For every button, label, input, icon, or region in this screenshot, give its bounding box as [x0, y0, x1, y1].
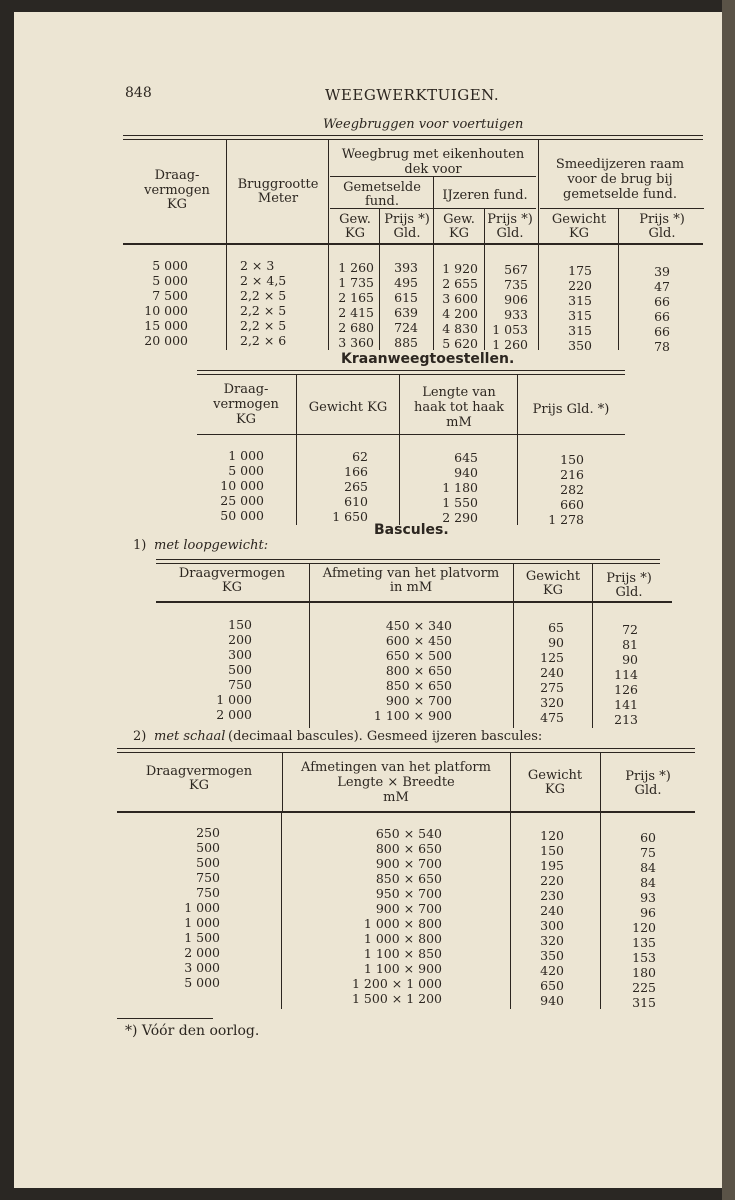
header-cell: Lengte × Breedte: [337, 775, 455, 790]
header-cell: Prijs *): [384, 212, 430, 227]
column-rule: [517, 375, 518, 525]
header-cell: KG: [188, 778, 210, 793]
header-cell: mM: [383, 790, 409, 805]
table-cell: 5 000: [184, 975, 220, 990]
header-cell: KG: [344, 226, 366, 241]
col-gew-ijz: [434, 261, 478, 351]
table-cell: 933: [504, 307, 528, 322]
bascules-title: Bascules.: [374, 522, 449, 538]
table-cell: 750: [196, 885, 220, 900]
table-cell: 220: [540, 873, 564, 888]
table-rule: [117, 752, 695, 753]
header-rule: [540, 208, 704, 209]
table-rule: [117, 748, 695, 749]
column-rule: [510, 753, 511, 1009]
table-cell: 500: [196, 840, 220, 855]
table-cell: 25 000: [220, 493, 264, 508]
table-rule: [156, 559, 660, 560]
header-cell: KG: [166, 197, 188, 212]
column-rule: [379, 208, 380, 350]
header-cell: voor de brug bij: [567, 172, 673, 187]
column-rule: [282, 753, 283, 811]
table-cell: 5 620: [442, 336, 478, 351]
header-cell: Bruggrootte: [237, 177, 319, 192]
table-cell: 1 000: [184, 915, 220, 930]
table-cell: 5 000: [228, 463, 264, 478]
table-cell: 2 000: [216, 707, 252, 722]
table-cell: 900 × 700: [375, 901, 442, 916]
table-cell: 3 000: [184, 960, 220, 975]
col-afmeting: [330, 826, 442, 1006]
header-cell: Gld.: [634, 783, 662, 798]
table-cell: 81: [622, 637, 638, 652]
column-rule: [399, 375, 400, 525]
table-cell: 126: [614, 682, 638, 697]
col-gew-gem: [330, 260, 374, 350]
table-cell: 1 100 × 900: [363, 961, 442, 976]
col-gewicht: [530, 620, 564, 725]
table-cell: 315: [568, 323, 592, 338]
header-cell: Prijs Gld. *): [532, 402, 610, 417]
col-bruggrootte: [240, 258, 328, 348]
table-cell: 650 × 500: [385, 648, 452, 663]
table-cell: 2,2 × 6: [240, 333, 287, 348]
table-cell: 66: [654, 309, 670, 324]
table-cell: 1 000: [184, 900, 220, 915]
table-cell: 500: [196, 855, 220, 870]
note-text: (decimaal bascules). Gesmeed ijzeren bascules:: [228, 729, 543, 744]
table-cell: 724: [394, 320, 418, 335]
table-cell: 600 × 450: [385, 633, 452, 648]
kraan-title: Kraanweegtoestellen.: [341, 351, 515, 367]
col-gew-smeed: [548, 263, 592, 353]
table-cell: 1 500 × 1 200: [352, 991, 442, 1006]
header-cell: KG: [221, 580, 243, 595]
table-cell: 1 200 × 1 000: [352, 976, 442, 991]
column-rule: [600, 753, 601, 1009]
table-cell: 93: [640, 890, 656, 905]
header-cell: Afmetingen van het platform: [301, 760, 491, 775]
table-cell: 135: [632, 935, 656, 950]
adjacent-page-edge: [722, 0, 735, 1200]
col-draagvermogen: [128, 258, 188, 348]
header-cell: Weegbrug met eikenhouten: [341, 147, 525, 162]
table-cell: 2 165: [338, 290, 374, 305]
table-cell: 1 053: [492, 322, 528, 337]
table-cell: 567: [504, 262, 528, 277]
table-cell: 1 100 × 900: [373, 708, 452, 723]
note-number: 1): [133, 538, 147, 553]
table-cell: 750: [196, 870, 220, 885]
header-cell: dek voor: [404, 162, 462, 177]
header-cell: IJzeren fund.: [442, 188, 528, 203]
table-cell: 90: [622, 652, 638, 667]
table-cell: 300: [540, 918, 564, 933]
page-number: 848: [125, 85, 152, 101]
table-cell: 615: [394, 290, 418, 305]
table-cell: 114: [614, 667, 638, 682]
header-cell: Gew.: [339, 212, 371, 227]
col-gewicht: [528, 828, 564, 1008]
table-cell: 220: [568, 278, 592, 293]
header-cell: Prijs *): [639, 212, 685, 227]
header-cell: Meter: [257, 191, 299, 206]
header-cell: vermogen: [144, 183, 210, 198]
footnote: *) Vóór den oorlog.: [125, 1023, 260, 1039]
table-cell: 150: [228, 617, 252, 632]
header-cell: Lengte van: [422, 385, 496, 400]
table-cell: 250: [196, 825, 220, 840]
table-cell: 275: [540, 680, 564, 695]
table-cell: 120: [632, 920, 656, 935]
header-cell: haak tot haak: [413, 400, 505, 415]
header-cell: fund.: [364, 194, 399, 209]
table-cell: 2 × 4,5: [240, 273, 287, 288]
table-cell: 84: [640, 860, 656, 875]
header-cell: Draagvermogen: [178, 566, 286, 581]
col-draagvermogen: [200, 617, 252, 722]
table-cell: 1 920: [442, 261, 478, 276]
header-cell: Afmeting van het platvorm: [322, 566, 500, 581]
table-cell: 3 360: [338, 335, 374, 350]
table-cell: 1 735: [338, 275, 374, 290]
table-cell: 660: [560, 497, 584, 512]
table-cell: 225: [632, 980, 656, 995]
table-cell: 120: [540, 828, 564, 843]
table-cell: 1 000: [216, 692, 252, 707]
note-number: 2): [133, 729, 147, 744]
table-cell: 78: [654, 339, 670, 354]
header-cell: KG: [544, 782, 566, 797]
table-cell: 2 000: [184, 945, 220, 960]
table-cell: 2 415: [338, 305, 374, 320]
header-cell: KG: [235, 412, 257, 427]
table-cell: 639: [394, 305, 418, 320]
col-draagvermogen: [210, 448, 264, 523]
table-cell: 900 × 700: [385, 693, 452, 708]
table-cell: 315: [632, 995, 656, 1010]
table-cell: 84: [640, 875, 656, 890]
table-cell: 315: [568, 293, 592, 308]
table-cell: 50 000: [220, 508, 264, 523]
header-bottom-rule: [156, 601, 672, 603]
column-rule: [513, 564, 514, 728]
header-cell: Draagvermogen: [145, 764, 253, 779]
weegbruggen-title: Weegbruggen voor voertuigen: [323, 117, 524, 132]
table-cell: 200: [228, 632, 252, 647]
table-cell: 350: [568, 338, 592, 353]
table-cell: 65: [548, 620, 564, 635]
table-cell: 265: [344, 479, 368, 494]
table-cell: 5 000: [152, 273, 188, 288]
table-cell: 1 180: [442, 480, 478, 495]
table-cell: 315: [568, 308, 592, 323]
table-cell: 1 278: [548, 512, 584, 527]
table-cell: 2 680: [338, 320, 374, 335]
table-cell: 940: [454, 465, 478, 480]
table-cell: 230: [540, 888, 564, 903]
table-cell: 320: [540, 933, 564, 948]
table-cell: 650 × 540: [375, 826, 442, 841]
table-cell: 125: [540, 650, 564, 665]
col-lengte: [430, 450, 478, 525]
table-rule: [197, 374, 625, 375]
table-cell: 800 × 650: [375, 841, 442, 856]
header-cell: KG: [542, 583, 564, 598]
table-rule: [156, 563, 660, 564]
header-cell: Gld.: [393, 226, 421, 241]
column-rule: [538, 140, 539, 350]
table-cell: 1 000 × 800: [363, 931, 442, 946]
table-cell: 1 650: [332, 509, 368, 524]
column-rule: [281, 813, 282, 1009]
table-cell: 2,2 × 5: [240, 288, 287, 303]
column-rule: [328, 140, 329, 350]
header-cell: Prijs *): [487, 212, 533, 227]
col-prijs: [604, 622, 638, 727]
header-cell: Gewicht KG: [308, 400, 388, 415]
table-cell: 10 000: [144, 303, 188, 318]
column-rule: [226, 140, 227, 350]
note-text-italic: met schaal: [154, 729, 226, 744]
table-cell: 4 200: [442, 306, 478, 321]
table-cell: 1 000 × 800: [363, 916, 442, 931]
table-cell: 3 600: [442, 291, 478, 306]
col-prijs-gem: [382, 260, 418, 350]
table-cell: 750: [228, 677, 252, 692]
header-cell: Smeedijzeren raam: [555, 157, 685, 172]
table-cell: 1 260: [492, 337, 528, 352]
table-cell: 2 290: [442, 510, 478, 525]
table-cell: 166: [344, 464, 368, 479]
header-cell: Gewicht: [527, 768, 583, 783]
header-cell: gemetselde fund.: [563, 187, 677, 202]
table-cell: 650: [540, 978, 564, 993]
table-rule: [197, 370, 625, 371]
table-rule: [123, 139, 703, 140]
table-cell: 645: [454, 450, 478, 465]
header-cell: mM: [446, 415, 472, 430]
header-bottom-rule: [123, 243, 703, 245]
table-cell: 475: [540, 710, 564, 725]
table-cell: 96: [640, 905, 656, 920]
header-cell: KG: [448, 226, 470, 241]
table-cell: 885: [394, 335, 418, 350]
table-cell: 90: [548, 635, 564, 650]
column-rule: [592, 564, 593, 728]
col-prijs: [622, 830, 656, 1010]
table-cell: 213: [614, 712, 638, 727]
table-cell: 906: [504, 292, 528, 307]
table-cell: 20 000: [144, 333, 188, 348]
column-rule: [296, 375, 297, 525]
table-cell: 2 655: [442, 276, 478, 291]
table-cell: 150: [560, 452, 584, 467]
column-rule: [309, 564, 310, 728]
page-title: WEEGWERKTUIGEN.: [325, 86, 500, 104]
table-cell: 1 550: [442, 495, 478, 510]
table-cell: 66: [654, 294, 670, 309]
table-cell: 7 500: [152, 288, 188, 303]
header-cell: Gld.: [615, 585, 643, 600]
table-cell: 153: [632, 950, 656, 965]
table-cell: 240: [540, 903, 564, 918]
table-cell: 850 × 650: [375, 871, 442, 886]
table-cell: 15 000: [144, 318, 188, 333]
table-cell: 900 × 700: [375, 856, 442, 871]
table-cell: 195: [540, 858, 564, 873]
table-cell: 450 × 340: [385, 618, 452, 633]
header-cell: Gew.: [443, 212, 475, 227]
table-cell: 150: [540, 843, 564, 858]
table-cell: 2 × 3: [240, 258, 275, 273]
table-rule: [123, 135, 703, 136]
header-cell: Prijs *): [625, 769, 671, 784]
column-rule: [484, 208, 485, 350]
col-prijs-ijz: [486, 262, 528, 352]
table-cell: 66: [654, 324, 670, 339]
table-cell: 800 × 650: [385, 663, 452, 678]
table-cell: 350: [540, 948, 564, 963]
table-cell: 940: [540, 993, 564, 1008]
table-cell: 393: [394, 260, 418, 275]
table-cell: 180: [632, 965, 656, 980]
table-cell: 282: [560, 482, 584, 497]
table-cell: 1 000: [228, 448, 264, 463]
table-cell: 4 830: [442, 321, 478, 336]
header-cell: Gewicht: [551, 212, 607, 227]
table-cell: 39: [654, 264, 670, 279]
table-cell: 75: [640, 845, 656, 860]
header-cell: Draag-: [154, 168, 200, 183]
table-cell: 500: [228, 662, 252, 677]
table-cell: 300: [228, 647, 252, 662]
table-cell: 47: [654, 279, 670, 294]
table-cell: 62: [352, 449, 368, 464]
header-cell: in mM: [389, 580, 433, 595]
table-cell: 216: [560, 467, 584, 482]
table-cell: 2,2 × 5: [240, 318, 287, 333]
table-cell: 175: [568, 263, 592, 278]
table-cell: 1 500: [184, 930, 220, 945]
table-cell: 320: [540, 695, 564, 710]
table-cell: 1 260: [338, 260, 374, 275]
table-cell: 5 000: [152, 258, 188, 273]
column-rule: [618, 208, 619, 350]
header-cell: vermogen: [213, 397, 279, 412]
col-draagvermogen: [170, 825, 220, 990]
table-cell: 1 100 × 850: [363, 946, 442, 961]
col-prijs: [540, 452, 584, 527]
table-cell: 2,2 × 5: [240, 303, 287, 318]
col-afmeting: [350, 618, 452, 723]
header-cell: Gemetselde: [343, 180, 421, 195]
header-bottom-rule: [197, 434, 625, 435]
col-prijs-smeed: [630, 264, 670, 354]
table-cell: 420: [540, 963, 564, 978]
table-cell: 10 000: [220, 478, 264, 493]
table-cell: 72: [622, 622, 638, 637]
header-cell: Prijs *): [606, 571, 652, 586]
note-text: met loopgewicht:: [154, 538, 269, 553]
table-cell: 141: [614, 697, 638, 712]
header-cell: Draag-: [223, 382, 269, 397]
col-gewicht: [320, 449, 368, 524]
table-cell: 60: [640, 830, 656, 845]
header-cell: Gld.: [496, 226, 524, 241]
table-cell: 495: [394, 275, 418, 290]
footnote-rule: [117, 1018, 213, 1019]
table-cell: 850 × 650: [385, 678, 452, 693]
header-cell: KG: [568, 226, 590, 241]
table-cell: 610: [344, 494, 368, 509]
header-cell: Gewicht: [525, 569, 581, 584]
table-cell: 950 × 700: [375, 886, 442, 901]
table-cell: 735: [504, 277, 528, 292]
header-bottom-rule: [117, 811, 695, 813]
table-cell: 240: [540, 665, 564, 680]
header-cell: Gld.: [648, 226, 676, 241]
